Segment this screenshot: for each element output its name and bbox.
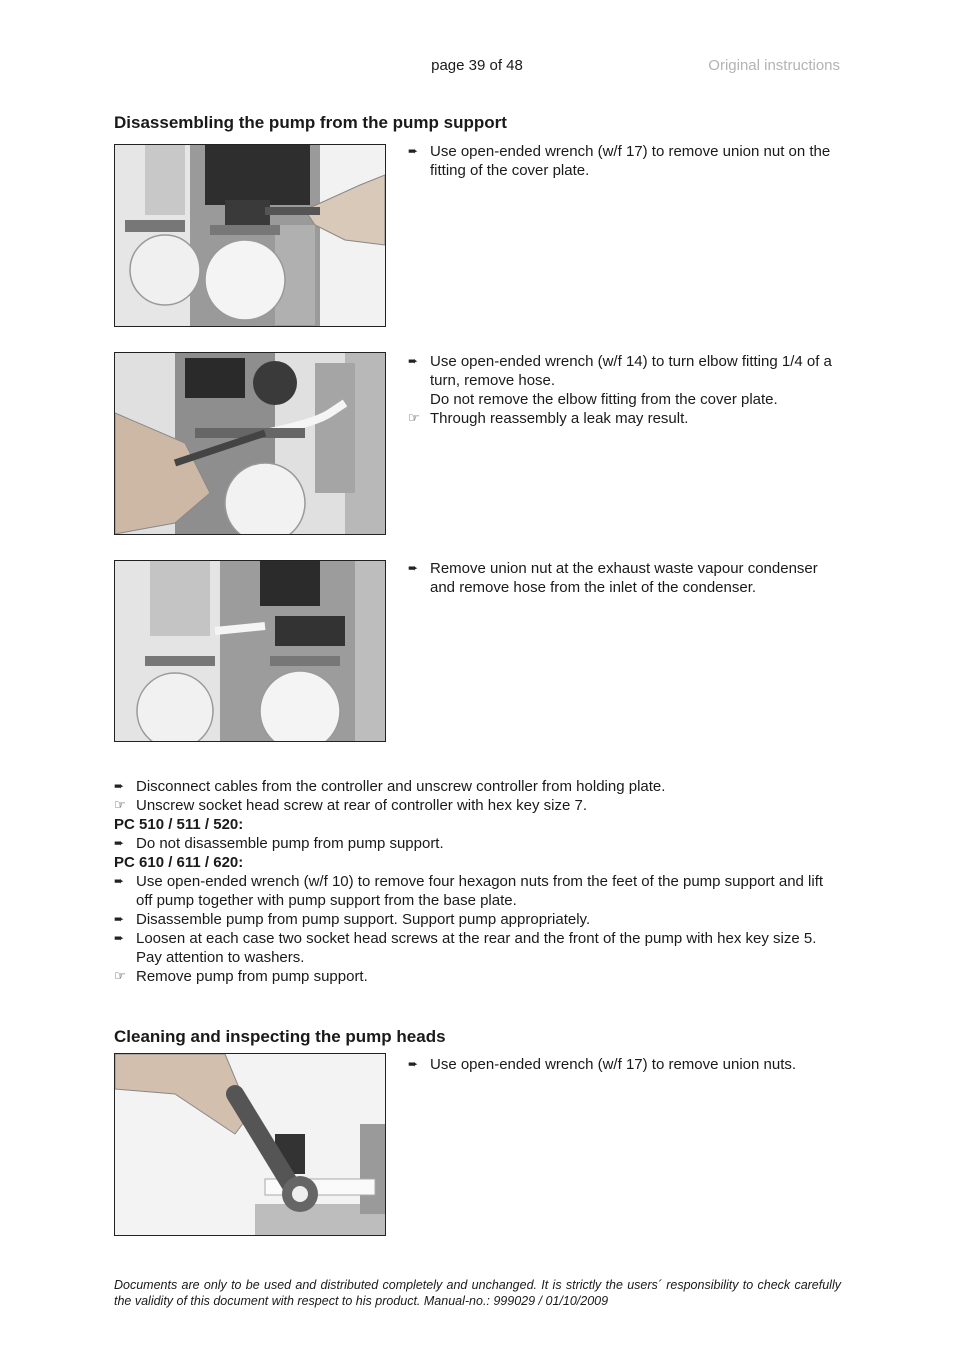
photo-remove-union-nuts	[114, 1053, 386, 1236]
arrow-icon: ➨	[408, 354, 419, 368]
step-item: ➨ Use open-ended wrench (w/f 17) to remove union nuts.	[408, 1056, 797, 1073]
step-item: ➨ Remove union nut at the exhaust waste vapour condenser and remove hose from the inlet of the condenser.	[408, 560, 818, 596]
step-item: ➨ Use open-ended wrench (w/f 14) to turn elbow fitting 1/4 of a turn, remove hose.	[408, 353, 832, 389]
section-title-cleaning: Cleaning and inspecting the pump heads	[114, 1027, 446, 1046]
section-title-disassembling: Disassembling the pump from the pump support	[114, 113, 507, 132]
pointing-hand-icon: ☞	[408, 410, 420, 425]
original-instructions-label: Original instructions	[708, 57, 840, 74]
model-heading: PC 510 / 511 / 520:	[114, 816, 244, 833]
step-item: ☞ Through reassembly a leak may result.	[408, 410, 689, 427]
step-item: ➨ Use open-ended wrench (w/f 10) to remove four hexagon nuts from the feet of the pump support and lift off pump together with pump support from the base plate.	[114, 873, 824, 909]
model-heading: PC 610 / 611 / 620:	[114, 854, 244, 871]
step-item: Do not remove the elbow fitting from the cover plate.	[430, 391, 778, 408]
pointing-hand-icon: ☞	[114, 797, 126, 812]
pointing-hand-icon: ☞	[114, 968, 126, 983]
steps-block-2	[408, 352, 842, 428]
arrow-icon: ➨	[114, 874, 125, 888]
arrow-icon: ➨	[114, 779, 125, 793]
arrow-icon: ➨	[114, 836, 125, 850]
step-item: ☞ Unscrew socket head screw at rear of controller with hex key size 7.	[114, 797, 588, 814]
arrow-icon: ➨	[408, 144, 419, 158]
instruction-list	[114, 777, 842, 986]
page-number: page 39 of 48	[431, 57, 523, 74]
step-item: ➨ Disconnect cables from the controller and unscrew controller from holding plate.	[114, 778, 666, 795]
arrow-icon: ➨	[114, 931, 125, 945]
photo-remove-union-nut	[114, 144, 386, 327]
steps-block-3	[408, 559, 842, 597]
arrow-icon: ➨	[408, 1057, 419, 1071]
step-item: ➨ Use open-ended wrench (w/f 17) to remove union nut on the fitting of the cover plate.	[408, 143, 831, 179]
arrow-icon: ➨	[408, 561, 419, 575]
step-item: ➨ Do not disassemble pump from pump support.	[114, 835, 444, 852]
steps-block-1	[408, 142, 842, 180]
photo-remove-condenser-nut	[114, 560, 386, 742]
step-item: ➨ Loosen at each case two socket head screws at the rear and the front of the pump with hex key size 5. Pay attention to washers.	[114, 930, 817, 966]
footer-disclaimer: Documents are only to be used and distributed completely and unchanged. It is strictly the users´ responsibility to check carefully the validity of this document with respect to his product. Manual-no.: 999029 / 01/10/2009	[114, 1278, 841, 1308]
steps-block-4	[408, 1055, 842, 1074]
step-item: ➨ Disassemble pump from pump support. Support pump appropriately.	[114, 911, 591, 928]
step-item: ☞ Remove pump from pump support.	[114, 968, 368, 985]
arrow-icon: ➨	[114, 912, 125, 926]
photo-turn-elbow-fitting	[114, 352, 386, 535]
